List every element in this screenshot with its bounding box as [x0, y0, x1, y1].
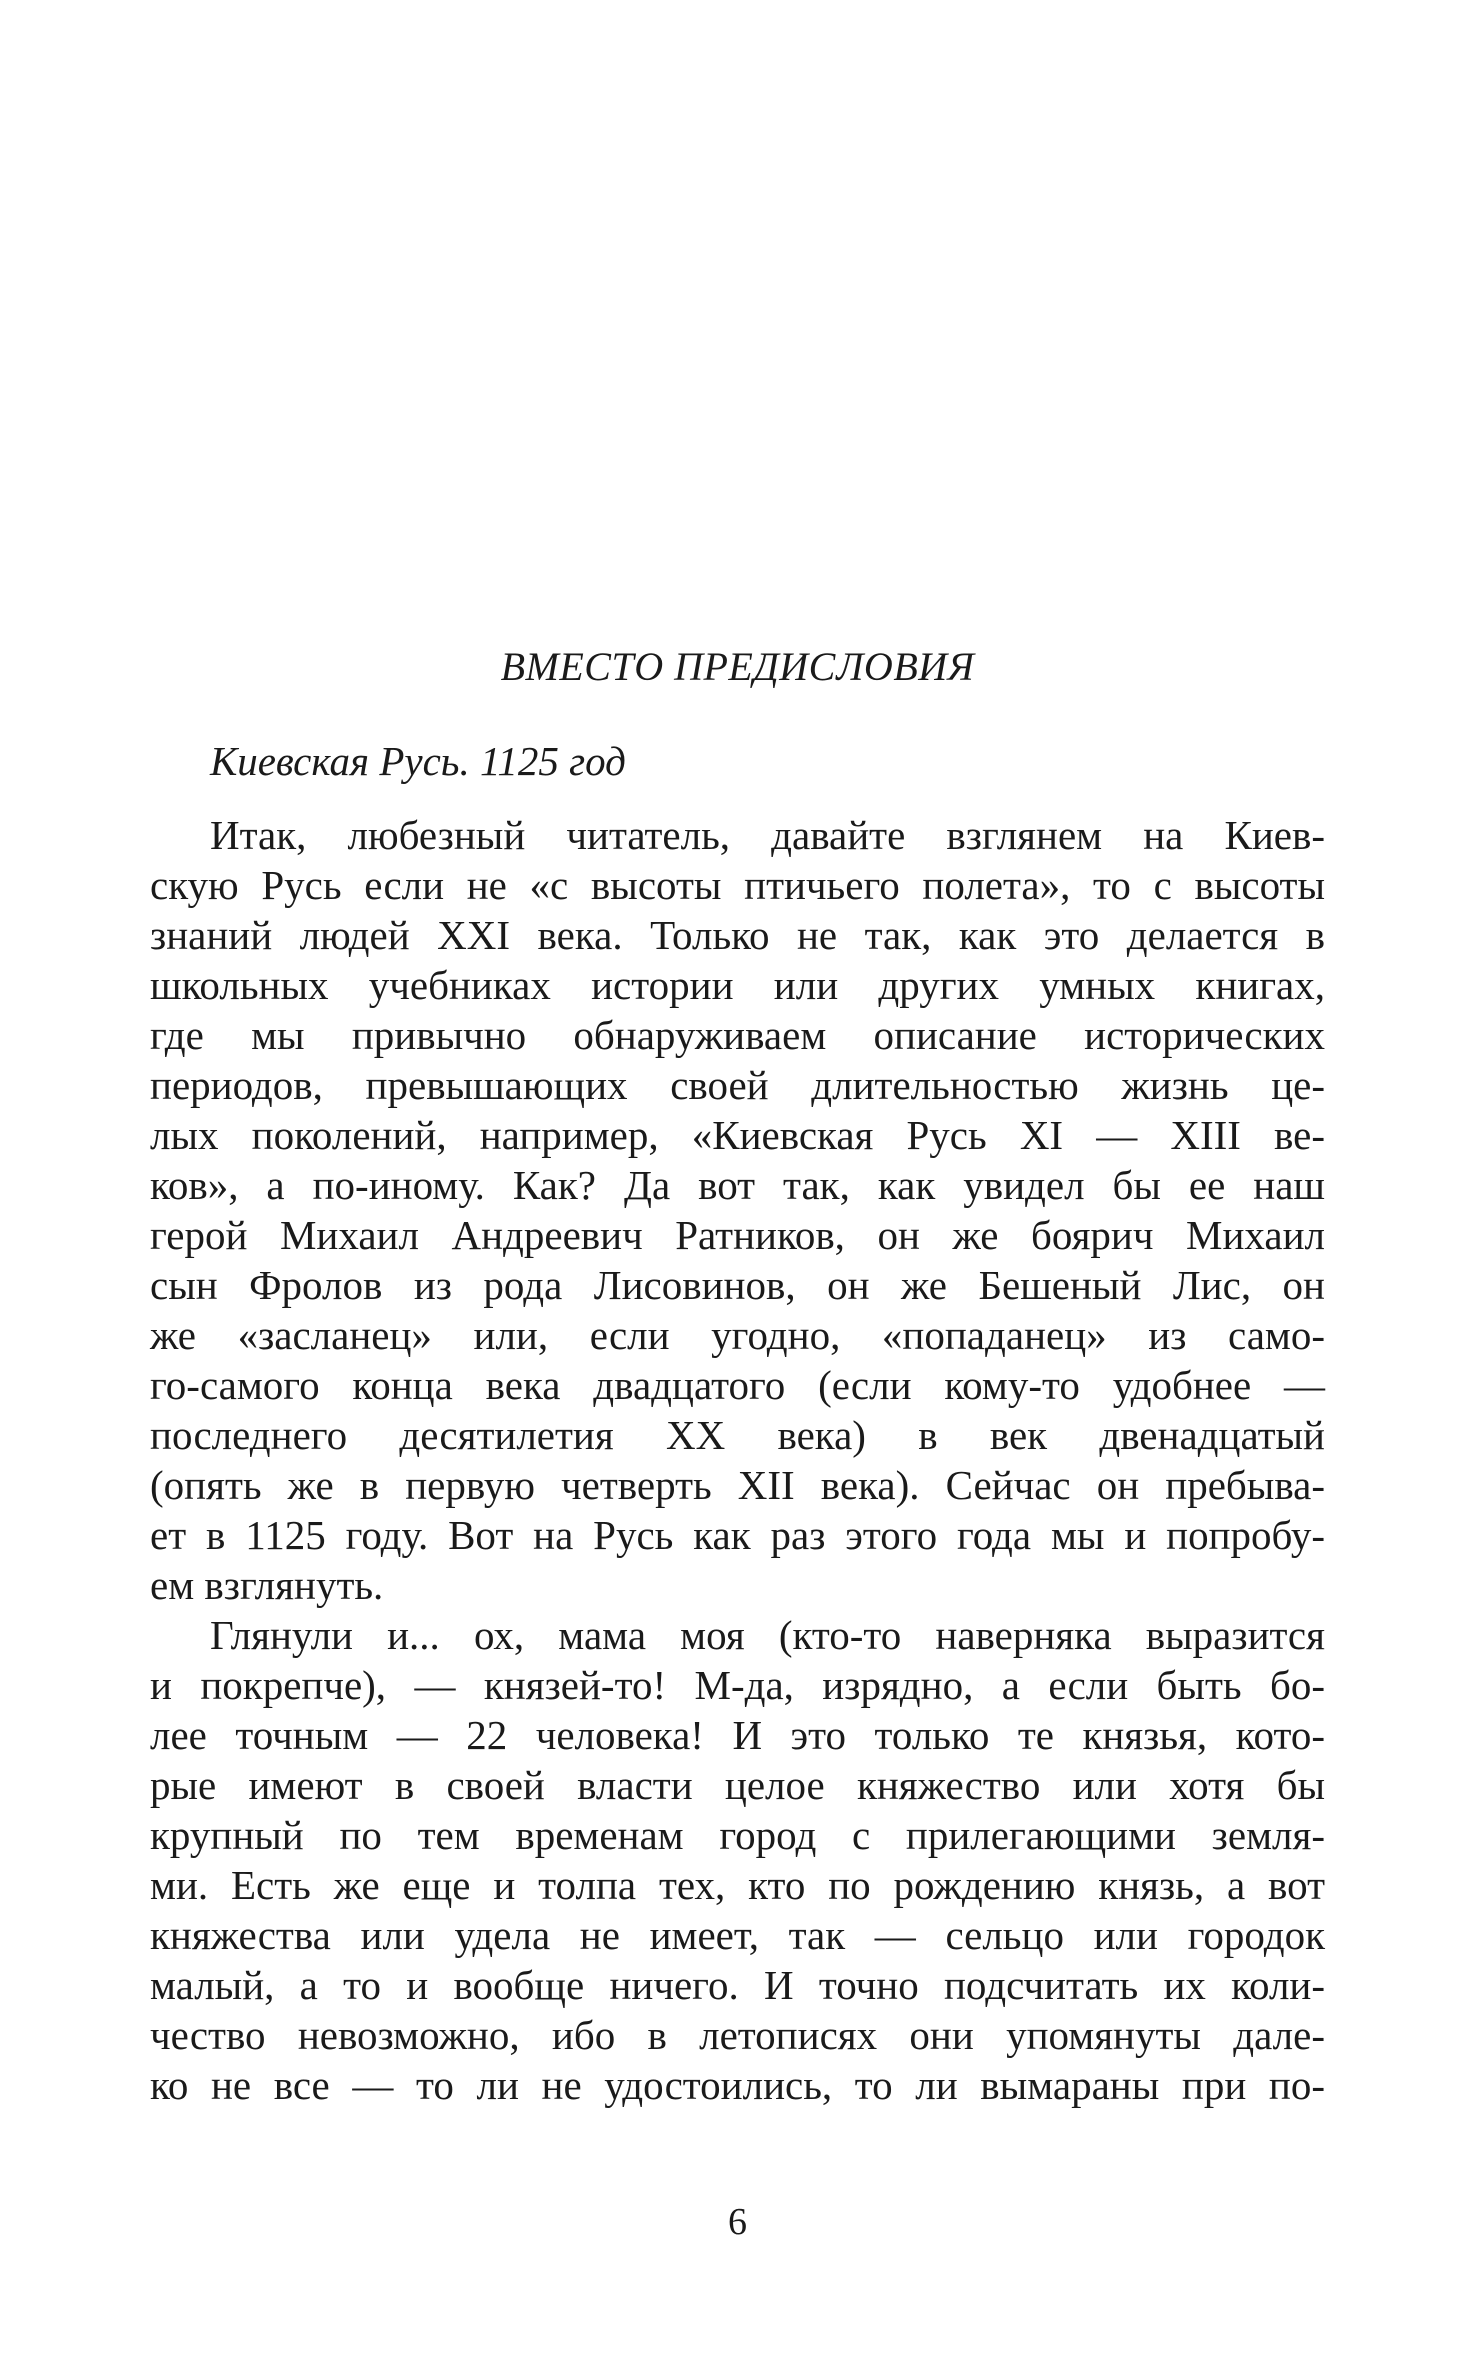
text-line: ем взглянуть.: [150, 1562, 384, 1608]
text-line: крупный по тем временам город с прилегающими земля-: [150, 1812, 1325, 1858]
text-line: последнего десятилетия XX века) в век двенадцатый: [150, 1412, 1325, 1458]
text-line: ко не все — то ли не удостоились, то ли вымараны при по-: [150, 2062, 1325, 2108]
text-line: рые имеют в своей власти целое княжество или хотя бы: [150, 1762, 1325, 1808]
page-number: 6: [728, 2201, 747, 2243]
text-line: княжества или удела не имеет, так — сельцо или городок: [150, 1912, 1325, 1958]
text-line: (опять же в первую четверть XII века). Сейчас он пребыва-: [150, 1462, 1325, 1508]
text-line: скую Русь если не «с высоты птичьего полета», то с высоты: [150, 862, 1325, 908]
text-line: го-самого конца века двадцатого (если кому-то удобнее —: [150, 1362, 1325, 1408]
section-subheading: Киевская Русь. 1125 год: [210, 738, 626, 784]
text-line: периодов, превышающих своей длительностью жизнь це-: [150, 1062, 1325, 1108]
text-line: школьных учебниках истории или других умных книгах,: [150, 962, 1325, 1008]
text-line: же «засланец» или, если угодно, «попаданец» из само-: [150, 1312, 1325, 1358]
text-line: ков», а по-иному. Как? Да вот так, как увидел бы ее наш: [150, 1162, 1325, 1208]
text-line: герой Михаил Андреевич Ратников, он же боярич Михаил: [150, 1212, 1325, 1258]
text-line: лых поколений, например, «Киевская Русь XI — XIII ве-: [150, 1112, 1325, 1158]
text-line: и покрепче), — князей-то! М-да, изрядно, а если быть бо-: [150, 1662, 1325, 1708]
body-text: [150, 810, 1325, 2110]
text-line: Итак, любезный читатель, давайте взглянем на Киев-: [210, 812, 1325, 858]
text-line: малый, а то и вообще ничего. И точно подсчитать их коли-: [150, 1962, 1325, 2008]
text-line: ет в 1125 году. Вот на Русь как раз этого года мы и попробу-: [150, 1512, 1325, 1558]
chapter-heading: ВМЕСТО ПРЕДИСЛОВИЯ: [500, 644, 975, 689]
text-line: лее точным — 22 человека! И это только те князья, кото-: [150, 1712, 1325, 1758]
text-line: чество невозможно, ибо в летописях они упомянуты дале-: [150, 2012, 1325, 2058]
text-line: где мы привычно обнаруживаем описание исторических: [150, 1012, 1325, 1058]
text-line: знаний людей XXI века. Только не так, как это делается в: [150, 912, 1325, 958]
text-line: сын Фролов из рода Лисовинов, он же Бешеный Лис, он: [150, 1262, 1325, 1308]
text-line: Глянули и... ох, мама моя (кто-то наверняка выразится: [210, 1612, 1325, 1658]
text-line: ми. Есть же еще и толпа тех, кто по рождению князь, а вот: [150, 1862, 1325, 1908]
